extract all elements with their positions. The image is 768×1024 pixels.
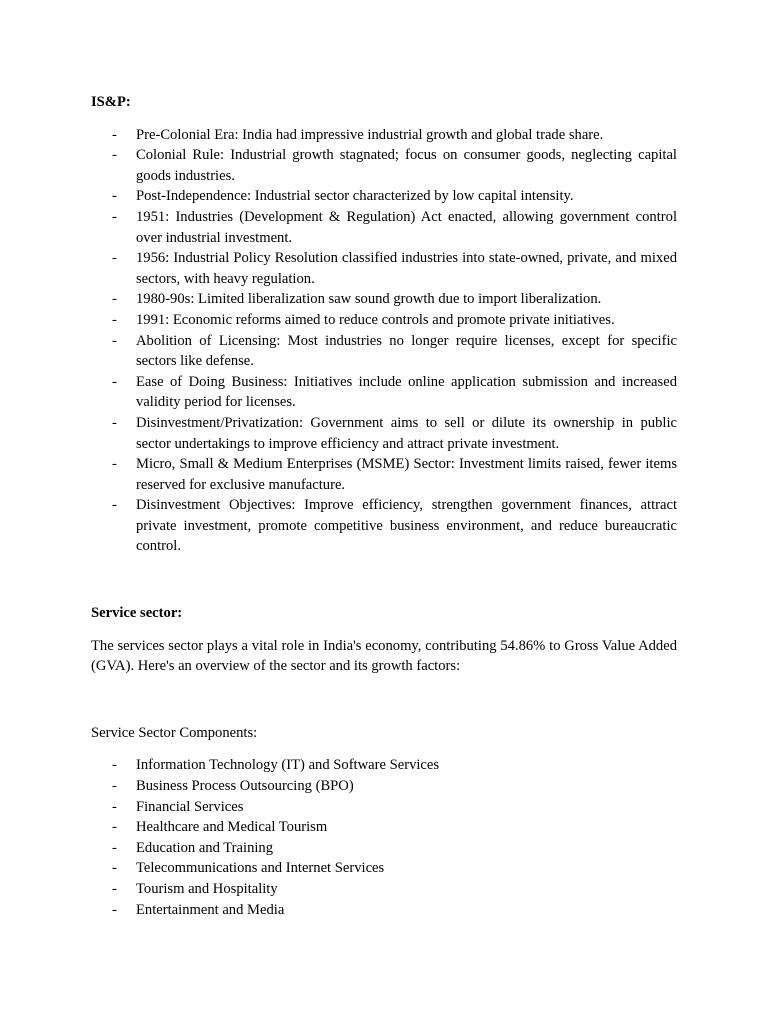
list-item-text: Ease of Doing Business: Initiatives include online application submission and increased validity period for licenses. [136,373,677,411]
service-sector-intro: The services sector plays a vital role in India's economy, contributing 54.86% to Gross Value Added (GVA). Here's an overview of the sector and its growth factors: [91,637,677,675]
list-item-text: 1980-90s: Limited liberalization saw sound growth due to import liberalization. [136,291,602,308]
list-item [91,454,677,495]
list-item [91,413,677,454]
list-marker: - [112,881,117,897]
list-marker: - [112,188,117,205]
list-marker: - [112,839,117,856]
list-item-text: Post-Independence: Industrial sector characterized by low capital intensity. [136,188,574,205]
list-item [91,858,677,879]
list-item-text: Abolition of Licensing: Most industries no longer require licenses, except for specific sectors like defense. [136,332,677,370]
list-item [91,331,677,372]
list-marker: - [112,901,117,918]
list-marker: - [112,819,117,836]
list-item [91,125,677,146]
list-marker: - [112,373,117,390]
service-components-label: Service Sector Components: [91,724,258,741]
list-marker: - [112,332,117,349]
list-marker: - [112,778,117,795]
list-item-text: Education and Training [136,839,274,856]
list-item-text: Financial Services [136,798,244,815]
list-marker: - [112,126,117,143]
list-marker: - [112,757,117,774]
list-item-text: Business Process Outsourcing (BPO) [136,778,354,795]
list-marker: - [112,208,117,225]
list-marker: - [112,456,117,473]
service-components-list [91,755,677,920]
list-item [91,310,677,331]
list-item-text: Pre-Colonial Era: India had impressive industrial growth and global trade share. [136,126,604,143]
list-marker: - [112,250,117,267]
list-item [91,248,677,289]
list-marker: - [112,497,117,514]
list-item-text: Information Technology (IT) and Software Services [136,757,440,774]
list-marker: - [112,147,117,164]
service-sector-heading: Service sector: [91,605,183,622]
list-item [91,817,677,838]
list-item-text: Disinvestment Objectives: Improve efficiency, strengthen government finances, attract private investment, promote competitive business environment, and reduce bureaucratic control. [136,497,677,555]
list-item-text: 1951: Industries (Development & Regulation) Act enacted, allowing government control over industrial investment. [136,208,677,246]
list-item [91,495,677,557]
list-item [91,145,677,186]
list-marker: - [112,414,117,431]
list-item-text: Entertainment and Media [136,901,285,918]
list-marker: - [112,311,117,328]
list-marker: - [112,291,117,308]
list-item-text: Healthcare and Medical Tourism [136,819,328,836]
list-item-text: Micro, Small & Medium Enterprises (MSME) Sector: Investment limits raised, fewer items reserved for exclusive manufacture. [136,456,677,493]
list-marker: - [112,798,117,815]
list-marker: - [112,860,117,877]
list-item [91,879,677,900]
document-body [91,92,677,920]
list-item [91,289,677,310]
list-item-text: 1991: Economic reforms aimed to reduce controls and promote private initiatives. [136,311,615,328]
list-item-text: Disinvestment/Privatization: Government aims to sell or dilute its ownership in public sector undertakings to improve efficiency and attract private investment. [136,414,677,452]
list-item [91,838,677,859]
list-item-text: Telecommunications and Internet Services [136,860,385,877]
list-item [91,186,677,207]
list-item [91,207,677,248]
list-item [91,900,677,921]
list-item [91,755,677,776]
list-item [91,797,677,818]
isp-heading: IS&P: [91,94,131,110]
list-item-text: 1956: Industrial Policy Resolution classified industries into state-owned, private, and mixed sectors, with heavy regulation. [136,250,677,287]
list-item-text: Tourism and Hospitality [136,881,278,897]
list-item [91,776,677,797]
list-item [91,372,677,413]
isp-list [91,125,677,557]
list-item-text: Colonial Rule: Industrial growth stagnated; focus on consumer goods, neglecting capital goods industries. [136,147,677,184]
